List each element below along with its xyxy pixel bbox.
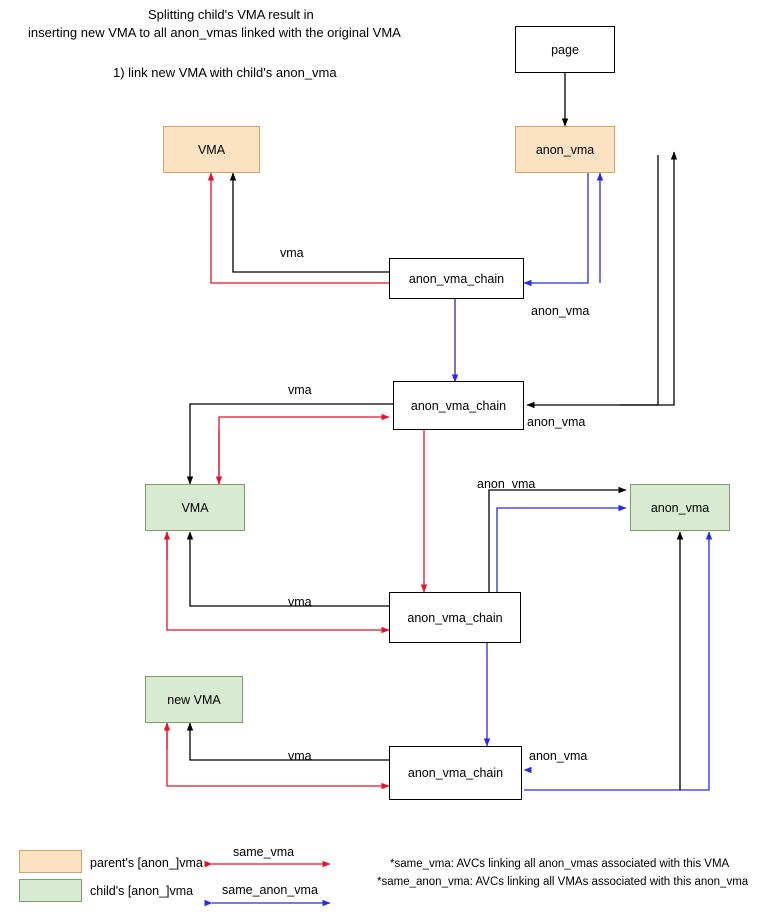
- edge-label-vma-2: vma: [288, 383, 312, 397]
- edge-label-anon-vma-1: anon_vma: [531, 304, 590, 318]
- node-vma-child[interactable]: VMA: [145, 484, 245, 531]
- node-anon-vma-parent[interactable]: anon_vma: [515, 126, 615, 173]
- edge-label-vma-1: vma: [280, 246, 304, 260]
- node-vma-parent[interactable]: VMA: [163, 126, 260, 173]
- legend-label-parent: parent's [anon_]vma: [90, 856, 203, 870]
- edge-label-vma-3: vma: [288, 595, 312, 609]
- node-anon-vma-chain-4[interactable]: anon_vma_chain: [389, 746, 522, 800]
- legend-note-same-vma: *same_vma: AVCs linking all anon_vmas associated with this VMA: [390, 858, 730, 870]
- legend-label-same-vma: same_vma: [233, 845, 295, 859]
- node-anon-vma-child[interactable]: anon_vma: [630, 484, 730, 531]
- edge-label-anon-vma-2: anon_vma: [527, 415, 586, 429]
- edge-label-anon-vma-4: anon_vma: [529, 749, 588, 763]
- legend-label-same-anon-vma: same_anon_vma: [222, 883, 318, 897]
- legend-note-same-anon-vma: *same_anon_vma: AVCs linking all VMAs associated with this anon_vma: [377, 876, 749, 888]
- edge-label-anon-vma-3: anon_vma: [477, 477, 536, 491]
- legend-swatch-child: [19, 879, 82, 902]
- node-anon-vma-chain-2[interactable]: anon_vma_chain: [393, 381, 524, 430]
- node-new-vma[interactable]: new VMA: [145, 676, 243, 723]
- node-anon-vma-chain-3[interactable]: anon_vma_chain: [389, 592, 521, 643]
- title-line-1: Splitting child's VMA result in: [148, 7, 314, 22]
- legend-label-child: child's [anon_]vma: [90, 884, 194, 898]
- node-page[interactable]: page: [515, 26, 615, 73]
- edge-label-vma-4: vma: [288, 749, 312, 763]
- title-line-2: inserting new VMA to all anon_vmas linked with the original VMA: [28, 25, 401, 40]
- legend-swatch-parent: [19, 850, 82, 873]
- node-anon-vma-chain-1[interactable]: anon_vma_chain: [389, 258, 524, 299]
- step-label: 1) link new VMA with child's anon_vma: [113, 65, 337, 80]
